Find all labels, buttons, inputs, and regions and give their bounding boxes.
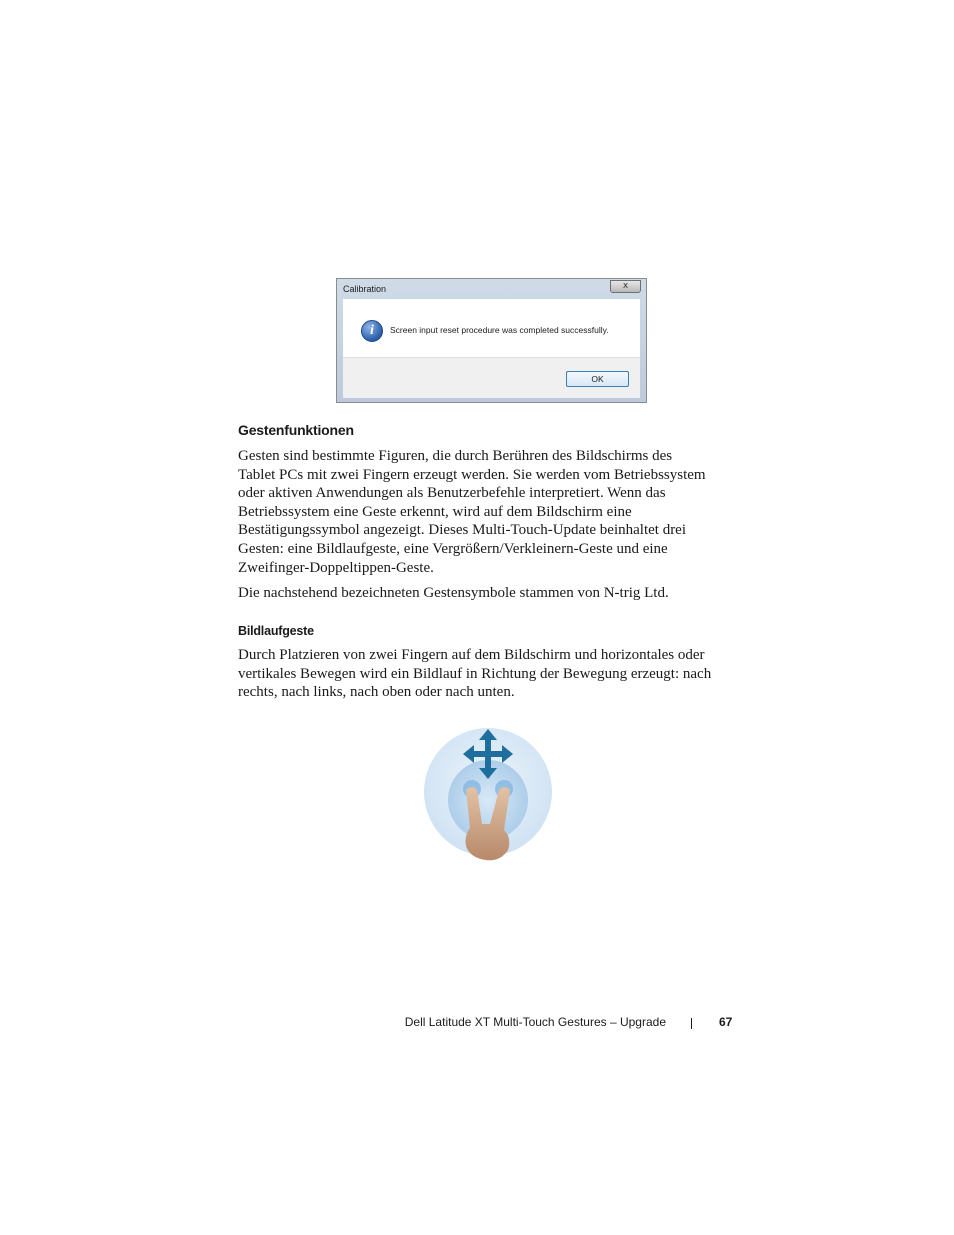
dialog-message: Screen input reset procedure was completed successfully. (390, 325, 609, 335)
two-finger-scroll-gesture-icon (420, 726, 556, 876)
text-line: Gesten sind bestimmte Figuren, die durch Berühren des Bildschirms des (238, 448, 673, 464)
text-line: Bestätigungssymbol angezeigt. Dieses Multi-Touch-Update beinhaltet drei (238, 522, 687, 539)
subsection-paragraph (238, 646, 738, 702)
dialog-body (343, 299, 640, 357)
subsection-heading: Bildlaufgeste (238, 624, 314, 638)
text-line: Durch Platzieren von zwei Fingern auf dem Bildschirm und horizontales oder (238, 647, 705, 663)
section-heading: Gestenfunktionen (238, 422, 354, 438)
dialog-title: Calibration (343, 284, 387, 294)
text-line: Zweifinger-Doppeltippen-Geste. (238, 559, 434, 576)
text-line: Betriebssystem eine Geste erkennt, wird auf dem Bildschirm eine (238, 503, 632, 520)
text-line: Gesten: eine Bildlaufgeste, eine Vergrößern/Verkleinern-Geste und eine (238, 540, 668, 557)
section-paragraph-2 (238, 584, 738, 603)
footer-separator (691, 1018, 692, 1029)
text-line: oder aktiven Anwendungen als Benutzerbefehle interpretiert. Wenn das (238, 485, 666, 502)
text-line: vertikales Bewegen wird ein Bildlauf in Richtung der Bewegung erzeugt: nach (238, 665, 712, 682)
section-paragraph-1 (238, 447, 738, 577)
text-line: rechts, nach links, nach oben oder nach unten. (238, 684, 515, 701)
dialog-footer (343, 357, 640, 398)
page-footer (0, 1015, 954, 1035)
calibration-dialog (336, 278, 647, 403)
ok-button[interactable]: OK (566, 371, 629, 387)
page-number: 67 (719, 1015, 733, 1029)
footer-title: Dell Latitude XT Multi-Touch Gestures – Upgrade (404, 1015, 666, 1029)
text-line: Tablet PCs mit zwei Fingern erzeugt werden. Sie werden vom Betriebssystem (238, 466, 706, 483)
close-button[interactable]: x (610, 280, 641, 293)
text-line: Die nachstehend bezeichneten Gestensymbole stammen von N-trig Ltd. (238, 585, 669, 601)
info-icon: i (361, 320, 383, 342)
